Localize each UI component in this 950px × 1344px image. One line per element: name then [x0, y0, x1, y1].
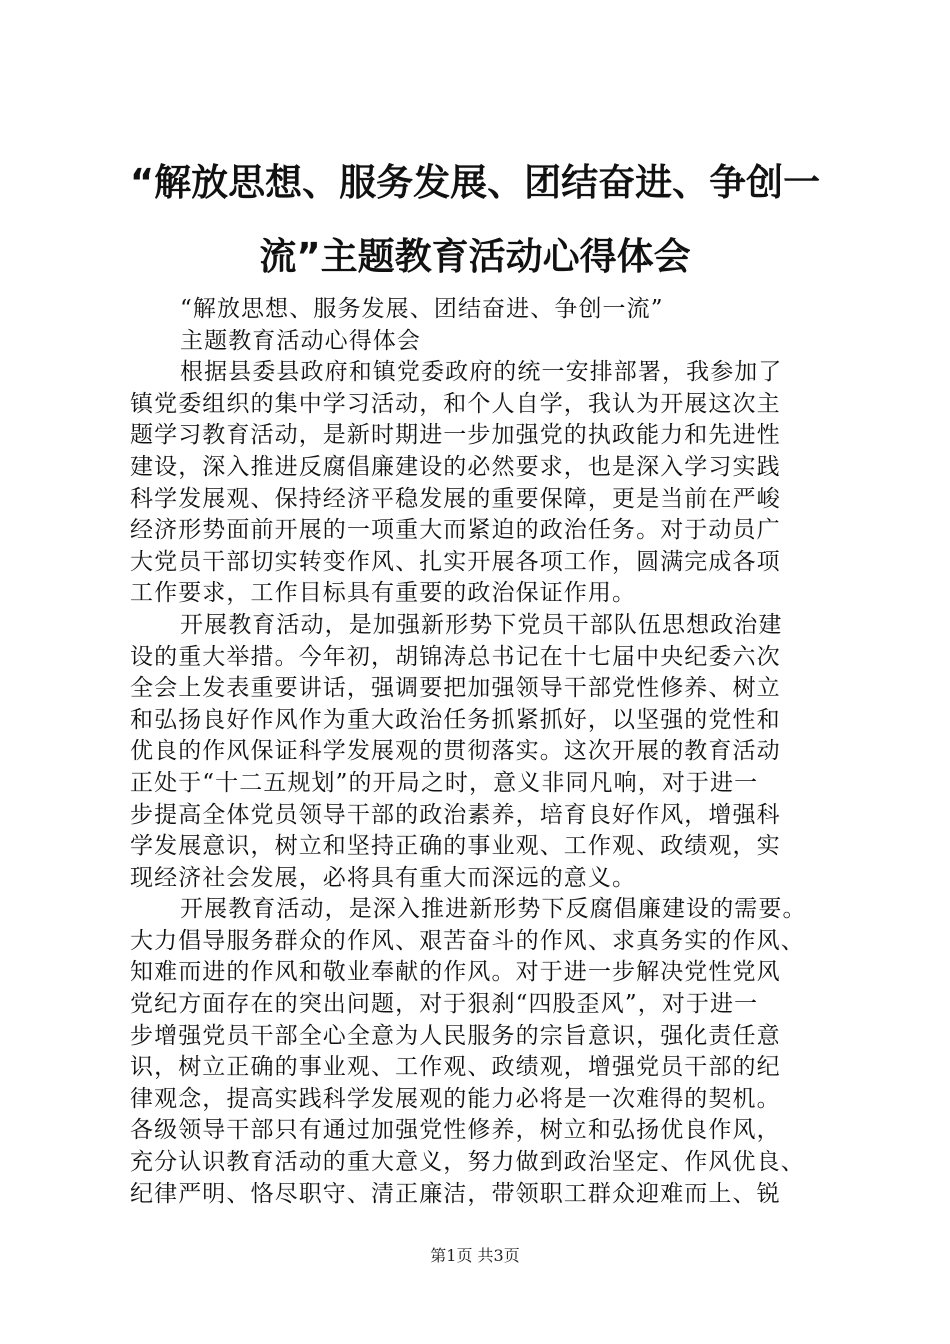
paragraph-3-line: 充分认识教育活动的重大意义，努力做到政治坚定、作风优良、	[130, 1149, 805, 1176]
subtitle-line-1: “解放思想、服务发展、团结奋进、争创一流”	[180, 296, 664, 322]
paragraph-1-line: 根据县委县政府和镇党委政府的统一安排部署，我参加了	[180, 359, 783, 386]
document-body	[130, 294, 830, 1210]
paragraph-3-line: 开展教育活动，是深入推进新形势下反腐倡廉建设的需要。	[180, 896, 807, 923]
paragraph-2-line: 现经济社会发展，必将具有重大而深远的意义。	[130, 864, 637, 891]
paragraph-1-line: 题学习教育活动，是新时期进一步加强党的执政能力和先进性	[130, 422, 781, 449]
paragraph-2-line: 和弘扬良好作风作为重大政治任务抓紧抓好，以坚强的党性和	[130, 706, 781, 733]
paragraph-3-line: 识，树立正确的事业观、工作观、政绩观，增强党员干部的纪	[130, 1054, 781, 1081]
paragraph-3-line: 知难而进的作风和敬业奉献的作风。对于进一步解决党性党风	[130, 959, 781, 986]
paragraph-3-line: 步增强党员干部全心全意为人民服务的宗旨意识，强化责任意	[130, 1022, 781, 1049]
title-line-2: 流”主题教育活动心得体会	[259, 235, 691, 278]
paragraph-1-line: 工作要求，工作目标具有重要的政治保证作用。	[130, 580, 637, 607]
paragraph-2-line: 开展教育活动，是加强新形势下党员干部队伍思想政治建	[180, 611, 783, 638]
paragraph-2-line: 全会上发表重要讲话，强调要把加强领导干部党性修养、树立	[130, 675, 781, 702]
paragraph-2-line: 正处于“十二五规划”的开局之时，意义非同凡响，对于进一	[130, 769, 759, 796]
paragraph-3-line: 党纪方面存在的突出问题，对于狠刹“四股歪风”，对于进一	[130, 991, 759, 1018]
paragraph-3-line: 律观念，提高实践科学发展观的能力必将是一次难得的契机。	[130, 1085, 781, 1112]
paragraph-1-line: 建设，深入推进反腐倡廉建设的必然要求，也是深入学习实践	[130, 453, 781, 480]
paragraph-3-line: 大力倡导服务群众的作风、艰苦奋斗的作风、求真务实的作风、	[130, 927, 805, 954]
title-line-1: “解放思想、服务发展、团结奋进、争创一	[129, 161, 821, 204]
page-number-footer: 第1页 共3页	[430, 1246, 520, 1265]
paragraph-1-line: 经济形势面前开展的一项重大而紧迫的政治任务。对于动员广	[130, 517, 781, 544]
paragraph-1-line: 科学发展观、保持经济平稳发展的重要保障，更是当前在严峻	[130, 485, 781, 512]
paragraph-3-line: 纪律严明、恪尽职守、清正廉洁，带领职工群众迎难而上、锐	[130, 1180, 781, 1207]
paragraph-2-line: 设的重大举措。今年初，胡锦涛总书记在十七届中央纪委六次	[130, 643, 781, 670]
paragraph-1-line: 大党员干部切实转变作风、扎实开展各项工作，圆满完成各项	[130, 548, 781, 575]
document-title	[100, 146, 850, 294]
paragraph-2-line: 步提高全体党员领导干部的政治素养，培育良好作风，增强科	[130, 801, 781, 828]
paragraph-2-line: 优良的作风保证科学发展观的贯彻落实。这次开展的教育活动	[130, 738, 781, 765]
paragraph-2-line: 学发展意识，树立和坚持正确的事业观、工作观、政绩观，实	[130, 833, 781, 860]
paragraph-1-line: 镇党委组织的集中学习活动，和个人自学，我认为开展这次主	[130, 390, 781, 417]
paragraph-3-line: 各级领导干部只有通过加强党性修养，树立和弘扬优良作风，	[130, 1117, 781, 1144]
subtitle-line-2: 主题教育活动心得体会	[180, 327, 421, 354]
